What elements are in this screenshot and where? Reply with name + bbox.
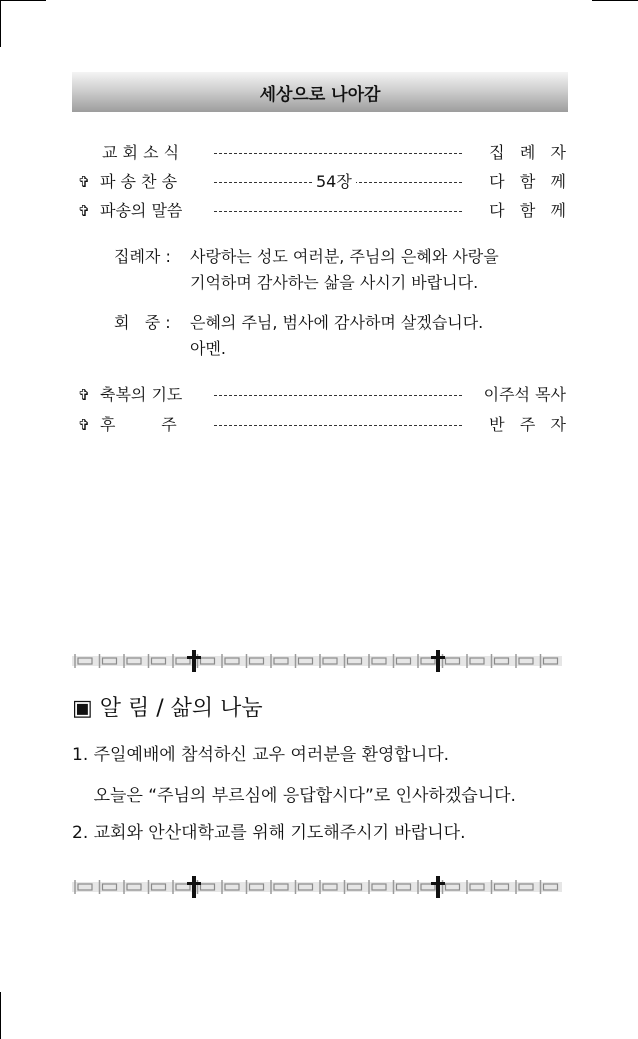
leader-line — [214, 395, 462, 396]
notices-title: ▣ 알 림 / 삶의 나눔 — [72, 696, 263, 721]
order-label: 파송의 말씀 — [100, 201, 183, 220]
order-row-announcements — [76, 140, 566, 166]
responsive-line: 은혜의 주님, 범사에 감사하며 살겠습니다. — [190, 313, 484, 332]
order-label: 후 주 — [100, 415, 177, 434]
ornament-bold-cross — [192, 650, 196, 672]
order-leader: 다 함 께 — [489, 201, 566, 220]
leader-line — [214, 425, 462, 426]
order-row-sending-hymn — [76, 169, 566, 195]
leader-line — [214, 211, 462, 212]
order-leader: 다 함 께 — [489, 172, 566, 191]
notice-item: 1. 주일예배에 참석하신 교우 여러분을 환영합니다. — [72, 745, 450, 765]
cross-icon: ✞ — [77, 173, 91, 191]
leader-line — [214, 153, 462, 154]
ornament-bold-cross-bar — [431, 656, 445, 659]
ornament-divider — [72, 650, 562, 672]
responsive-line: 사랑하는 성도 여러분, 주님의 은혜와 사랑을 — [190, 247, 499, 266]
responsive-line: 아멘. — [190, 339, 226, 358]
ornament-bold-cross-bar — [431, 882, 445, 885]
order-leader: 반 주 자 — [489, 415, 566, 434]
order-leader: 집 례 자 — [489, 143, 566, 162]
ornament-divider — [72, 876, 562, 898]
order-leader: 이주석 목사 — [483, 385, 566, 404]
responsive-text — [190, 310, 550, 362]
order-row-sending-word — [76, 198, 566, 224]
order-label: 파 송 찬 송 — [100, 172, 178, 191]
responsive-speaker: 회 중 : — [114, 313, 171, 332]
order-row-benediction — [76, 382, 566, 408]
order-label: 축복의 기도 — [100, 385, 183, 404]
responsive-congregation — [114, 310, 564, 364]
ornament-band — [72, 882, 562, 892]
ornament-bold-cross — [436, 876, 440, 898]
notice-item: 2. 교회와 안산대학교를 위해 기도해주시기 바랍니다. — [72, 823, 466, 843]
ornament-bold-cross-bar — [187, 656, 201, 659]
ornament-bold-cross — [192, 876, 196, 898]
crop-mark-top-right-horizontal — [592, 0, 638, 1]
responsive-leader — [114, 244, 564, 298]
cross-icon: ✞ — [77, 202, 91, 220]
cross-icon: ✞ — [77, 386, 91, 404]
ornament-bold-cross-bar — [187, 882, 201, 885]
order-row-postlude — [76, 412, 566, 438]
hymn-number: 54장 — [312, 169, 356, 195]
notice-item: 오늘은 “주님의 부르심에 응답합시다”로 인사하겠습니다. — [72, 786, 516, 806]
section-header — [72, 72, 568, 112]
cross-icon: ✞ — [77, 416, 91, 434]
responsive-line: 기억하며 감사하는 삶을 사시기 바랍니다. — [190, 273, 479, 292]
responsive-text — [190, 244, 550, 296]
crop-mark-bottom-left-vertical — [0, 992, 1, 1039]
section-header-title: 세상으로 나아감 — [259, 84, 381, 105]
order-label: 교 회 소 식 — [102, 143, 180, 162]
crop-mark-top-left-horizontal — [0, 0, 46, 1]
ornament-band — [72, 656, 562, 666]
ornament-bold-cross — [436, 650, 440, 672]
responsive-speaker: 집례자 : — [114, 247, 171, 266]
crop-mark-top-left-vertical — [0, 0, 1, 47]
